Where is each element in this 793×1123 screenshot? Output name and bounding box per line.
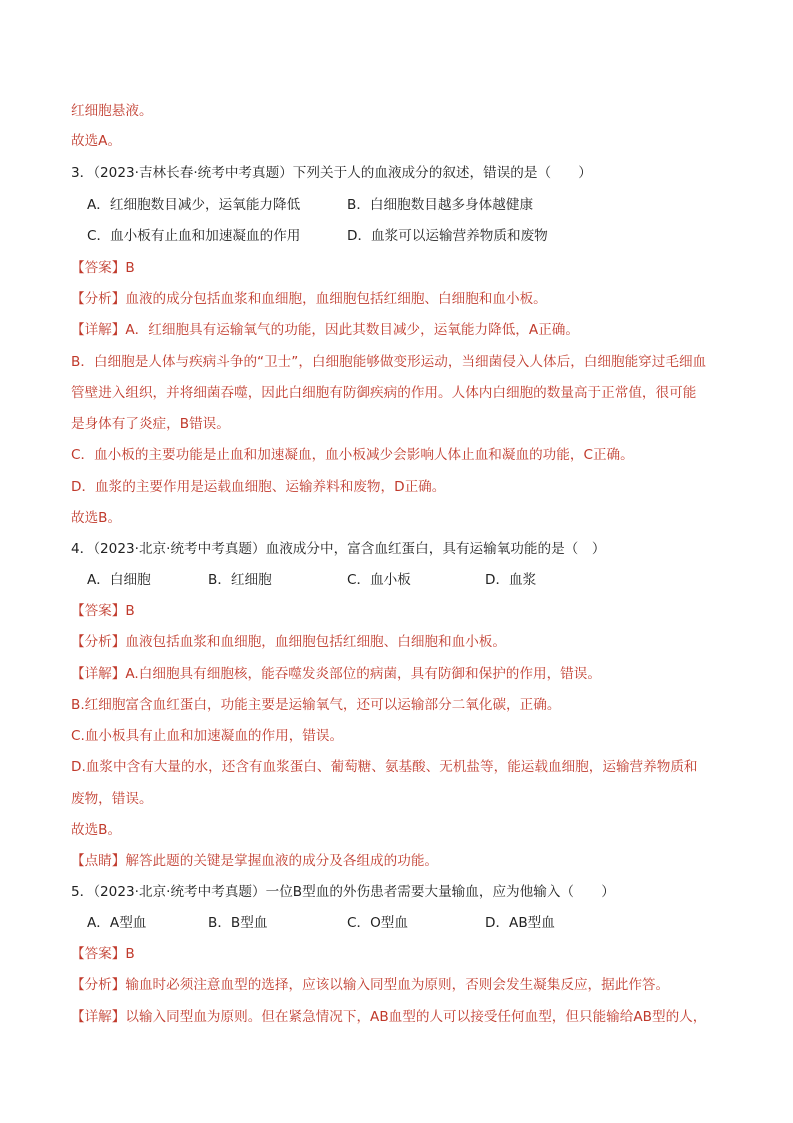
q5-option-c: C．O型血 bbox=[347, 915, 408, 931]
question-4-stem: 4．（2023·北京·统考中考真题）血液成分中，富含血红蛋白，具有运输氧功能的是（ ） bbox=[71, 541, 606, 557]
q4-detail-a bbox=[71, 664, 753, 684]
q3-answer bbox=[71, 258, 753, 278]
q3-option-c: C．血小板有止血和加速凝血的作用 bbox=[87, 228, 301, 244]
q3-option-b: B．白细胞数目越多身体越健康 bbox=[347, 197, 534, 213]
q3-detail-a bbox=[71, 320, 753, 340]
q3-detail-b-line-3: 是身体有了炎症，B错误。 bbox=[71, 416, 230, 432]
q4-option-d: D．血浆 bbox=[485, 572, 537, 588]
conclusion-text: 故选A。 bbox=[71, 133, 122, 149]
tip-text: 解答此题的关键是掌握血液的成分及各组成的功能。 bbox=[125, 853, 439, 869]
analysis-text: 血液包括血浆和血细胞，血细胞包括红细胞、白细胞和血小板。 bbox=[125, 634, 506, 650]
answer-tag: 【答案】 bbox=[71, 260, 126, 276]
q4-analysis bbox=[71, 632, 753, 652]
q4-conclusion: 故选B。 bbox=[71, 822, 122, 838]
detail-tag: 【详解】 bbox=[71, 666, 126, 682]
question-5-stem: 5．（2023·北京·统考中考真题）一位B型血的外伤患者需要大量输血，应为他输入（ ） bbox=[71, 884, 615, 900]
q5-answer bbox=[71, 944, 753, 964]
q4-detail-d-line-2: 废物，错误。 bbox=[71, 791, 153, 807]
question-3-stem: 3．（2023·吉林长春·统考中考真题）下列关于人的血液成分的叙述，错误的是（ ） bbox=[71, 165, 592, 181]
analysis-tag: 【分析】 bbox=[71, 977, 126, 993]
analysis-text: 输血时必须注意血型的选择，应该以输入同型血为原则，否则会发生凝集反应，据此作答。 bbox=[125, 977, 670, 993]
q3-option-a: A．红细胞数目减少，运氧能力降低 bbox=[87, 197, 301, 213]
analysis-text: 血液的成分包括血浆和血细胞，血细胞包括红细胞、白细胞和血小板。 bbox=[125, 291, 547, 307]
q5-analysis bbox=[71, 975, 753, 995]
q3-detail-d: D．血浆的主要作用是运载血细胞、运输养料和废物，D正确。 bbox=[71, 479, 446, 495]
q5-option-b: B．B型血 bbox=[208, 915, 268, 931]
q5-detail bbox=[71, 1007, 753, 1027]
q4-detail-d-line-1: D.血浆中含有大量的水，还含有血浆蛋白、葡萄糖、氨基酸、无机盐等，能运载血细胞，运输营养物质和 bbox=[71, 759, 698, 775]
q4-tip bbox=[71, 851, 753, 871]
q4-detail-c: C.血小板具有止血和加速凝血的作用，错误。 bbox=[71, 728, 344, 744]
q4-option-a: A．白细胞 bbox=[87, 572, 151, 588]
analysis-tag: 【分析】 bbox=[71, 634, 126, 650]
tip-tag: 【点睛】 bbox=[71, 853, 126, 869]
detail-text: 以输入同型血为原则。但在紧急情况下，AB血型的人可以接受任何血型，但只能输给AB型的人， bbox=[125, 1009, 707, 1025]
detail-tag: 【详解】 bbox=[71, 1009, 126, 1025]
answer-value: B bbox=[125, 260, 135, 276]
q3-option-d: D．血浆可以运输营养物质和废物 bbox=[347, 228, 548, 244]
detail-text: A．红细胞具有运输氧气的功能，因此其数目减少，运氧能力降低，A正确。 bbox=[125, 322, 579, 338]
q3-detail-c: C．血小板的主要功能是止血和加速凝血，血小板减少会影响人体止血和凝血的功能，C正确。 bbox=[71, 447, 634, 463]
q4-option-b: B．红细胞 bbox=[208, 572, 272, 588]
detail-text: A.白细胞具有细胞核，能吞噬发炎部位的病菌，具有防御和保护的作用，错误。 bbox=[125, 666, 601, 682]
q3-detail-b-line-1: B．白细胞是人体与疾病斗争的“卫士”，白细胞能够做变形运动，当细菌侵入人体后，白细胞能穿过毛细血 bbox=[71, 354, 707, 370]
continuation-text: 红细胞悬液。 bbox=[71, 103, 153, 119]
answer-value: B bbox=[125, 946, 135, 962]
q4-answer bbox=[71, 601, 753, 621]
analysis-tag: 【分析】 bbox=[71, 291, 126, 307]
answer-tag: 【答案】 bbox=[71, 603, 126, 619]
q4-option-c: C．血小板 bbox=[347, 572, 411, 588]
detail-tag: 【详解】 bbox=[71, 322, 126, 338]
q5-option-d: D．AB型血 bbox=[485, 915, 555, 931]
q4-detail-b: B.红细胞富含血红蛋白，功能主要是运输氧气，还可以运输部分二氧化碳，正确。 bbox=[71, 697, 561, 713]
q3-detail-b-line-2: 管壁进入组织，并将细菌吞噬，因此白细胞有防御疾病的作用。人体内白细胞的数量高于正常值，很可能 bbox=[71, 385, 697, 401]
q3-analysis bbox=[71, 289, 753, 309]
q3-conclusion: 故选B。 bbox=[71, 510, 122, 526]
q5-option-a: A．A型血 bbox=[87, 915, 147, 931]
answer-tag: 【答案】 bbox=[71, 946, 126, 962]
answer-value: B bbox=[125, 603, 135, 619]
